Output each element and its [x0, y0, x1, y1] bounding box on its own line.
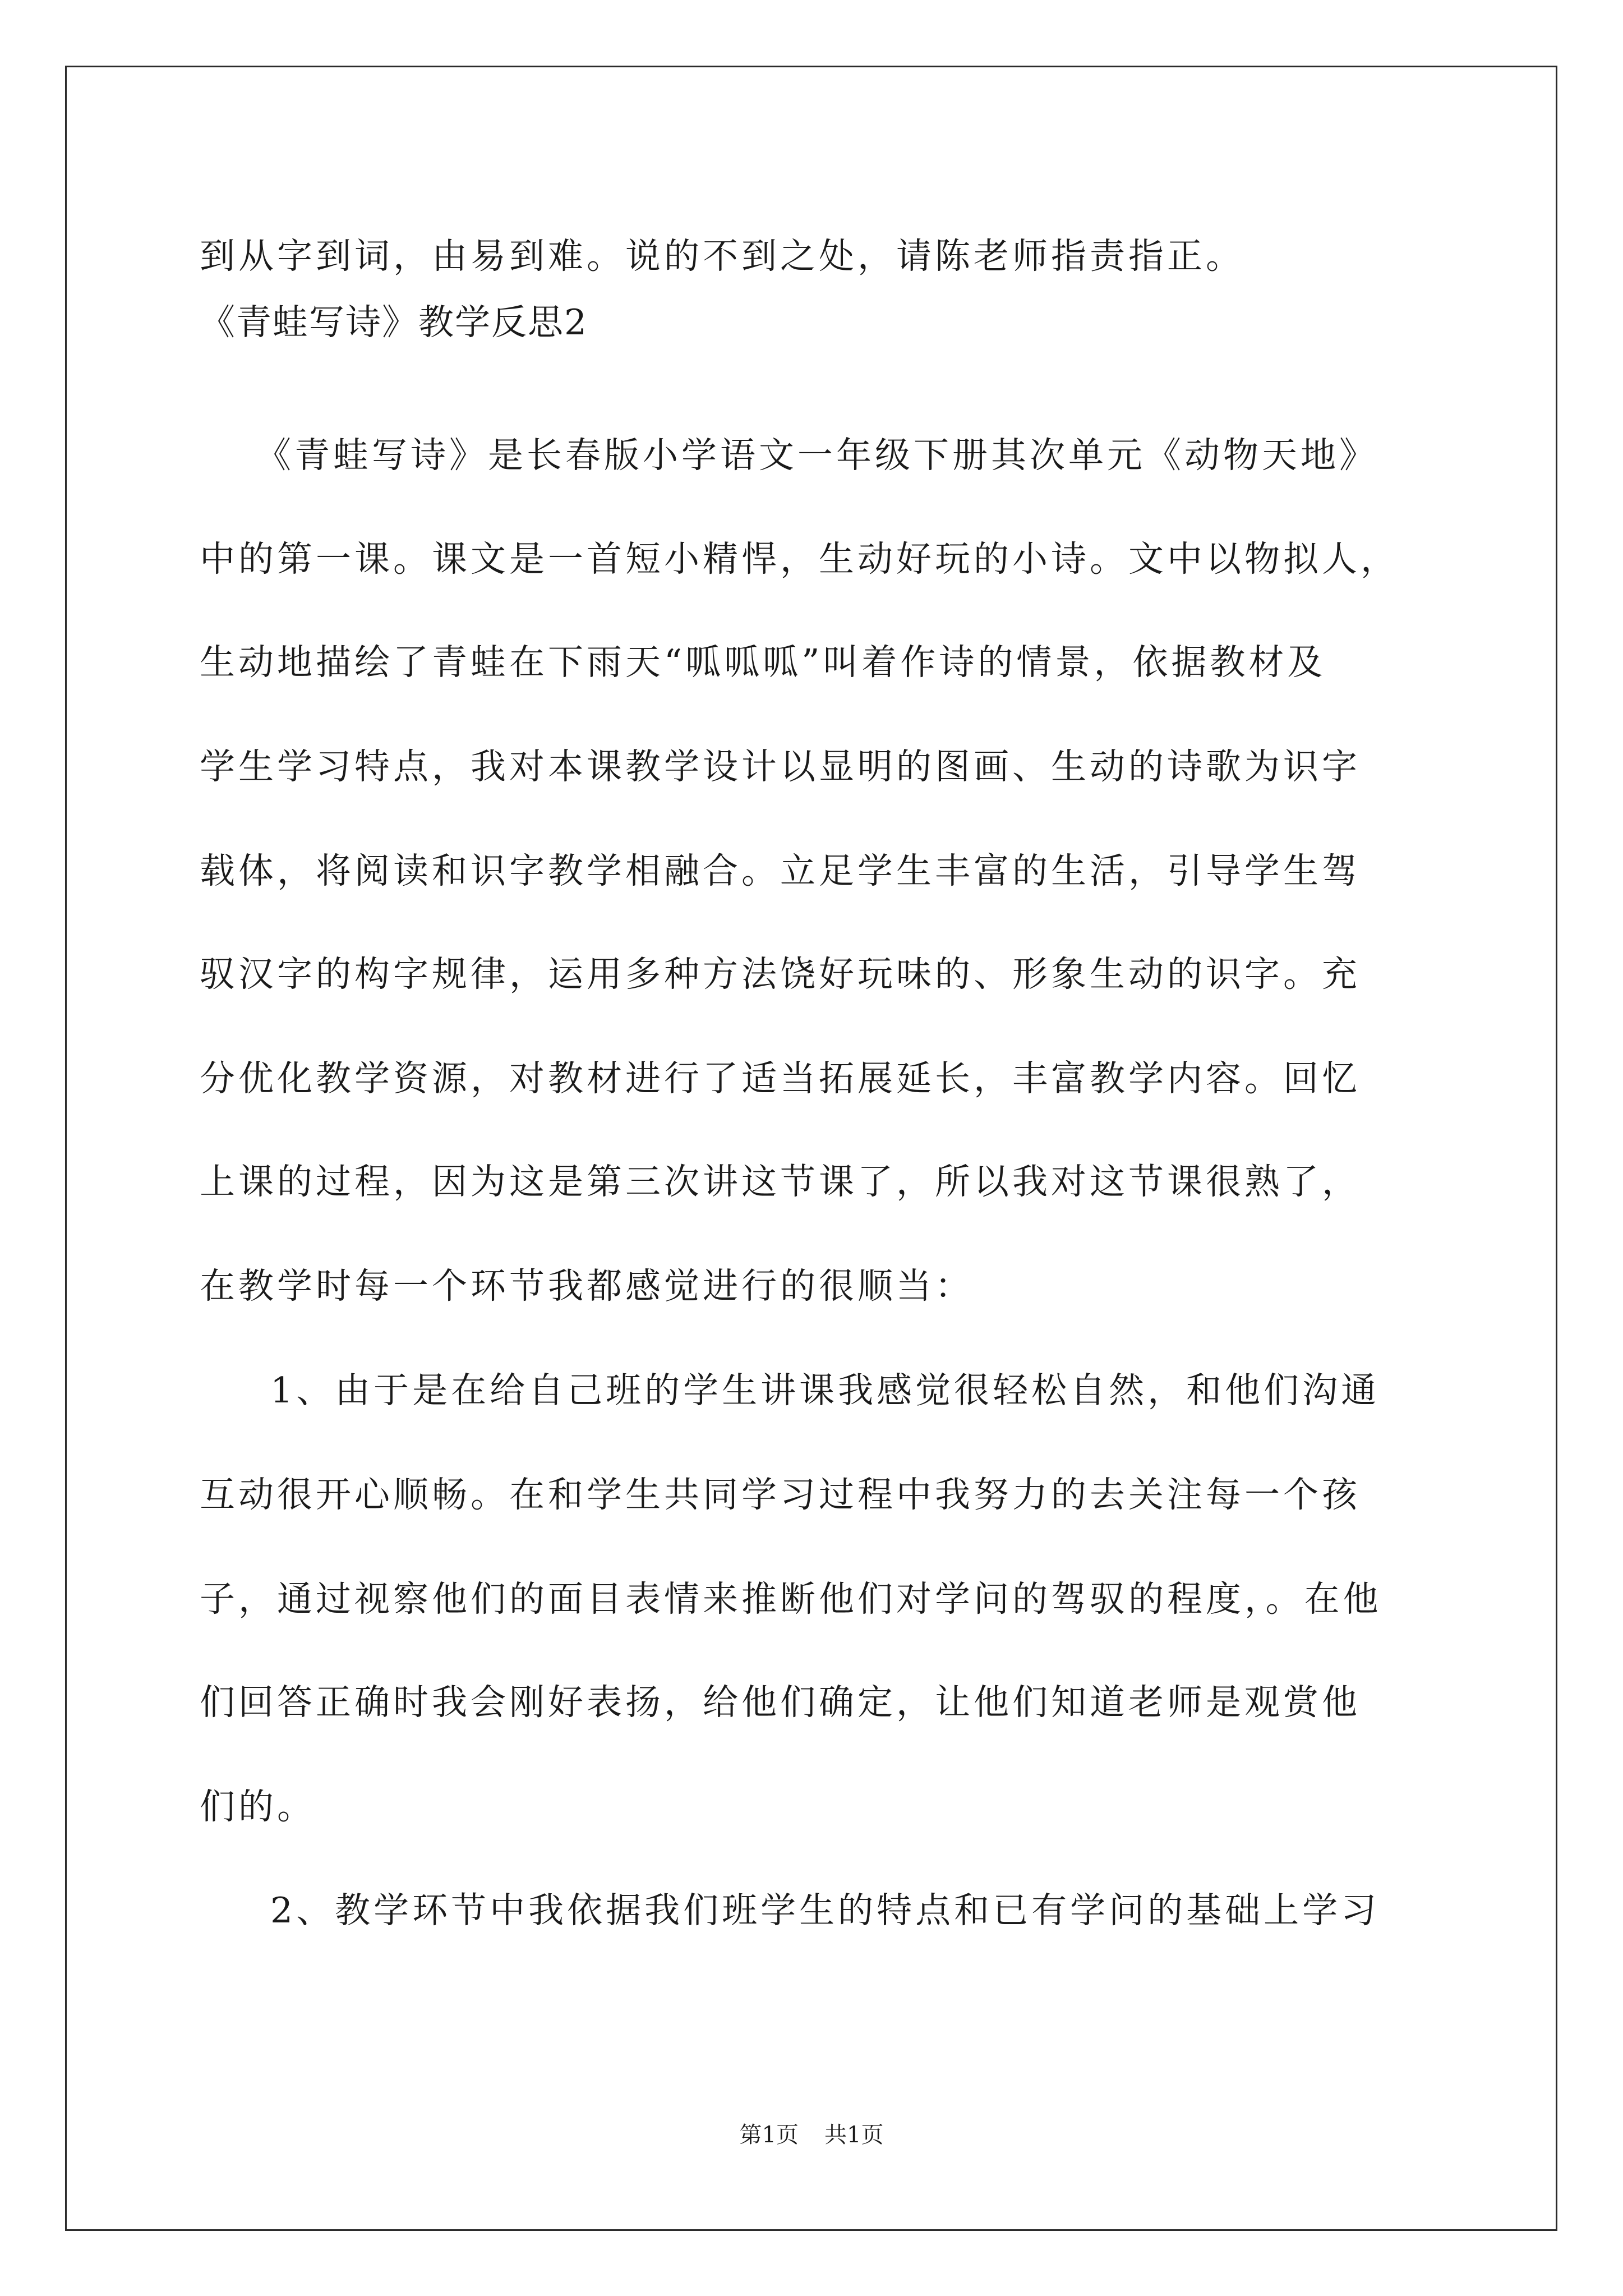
paragraph-line: 分优化教学资源，对教材进行了适当拓展延长，丰富教学内容。回忆 — [200, 1058, 1361, 1099]
paragraph-line: 上课的过程，因为这是第三次讲这节课了，所以我对这节课很熟了， — [200, 1161, 1361, 1202]
paragraph-line: 《青蛙写诗》是长春版小学语文一年级下册其次单元《动物天地》 — [256, 435, 1378, 476]
paragraph-line: 生动地描绘了青蛙在下雨天“呱呱呱”叫着作诗的情景，依据教材及 — [200, 642, 1326, 683]
page-footer — [0, 2119, 1623, 2151]
paragraph-line: 中的第一课。课文是一首短小精悍，生动好玩的小诗。文中以物拟人， — [200, 539, 1399, 579]
paragraph-line: 在教学时每一个环节我都感觉进行的很顺当： — [200, 1266, 974, 1306]
paragraph-line: 载体，将阅读和识字教学相融合。立足学生丰富的生活，引导学生驾 — [200, 850, 1361, 891]
paragraph-line: 学生学习特点，我对本课教学设计以显明的图画、生动的诗歌为识字 — [200, 746, 1361, 787]
paragraph-line: 互动很开心顺畅。在和学生共同学习过程中我努力的去关注每一个孩 — [200, 1474, 1361, 1515]
page-total: 共1页 — [824, 2122, 884, 2148]
paragraph-line: 到从字到词，由易到难。说的不到之处，请陈老师指责指正。 — [200, 236, 1244, 277]
page-number: 第1页 — [739, 2122, 799, 2148]
paragraph-line: 驭汉字的构字规律，运用多种方法饶好玩味的、形象生动的识字。充 — [200, 954, 1361, 995]
paragraph-line: 1、由于是在给自己班的学生讲课我感觉很轻松自然，和他们沟通 — [270, 1370, 1380, 1411]
paragraph-line: 们回答正确时我会刚好表扬，给他们确定，让他们知道老师是观赏他 — [200, 1682, 1361, 1723]
paragraph-line: 们的。 — [200, 1786, 316, 1827]
paragraph-line: 子，通过视察他们的面目表情来推断他们对学问的驾驭的程度，。在他 — [200, 1579, 1382, 1619]
section-heading: 《青蛙写诗》教学反思2 — [200, 302, 588, 343]
paragraph-line: 2、教学环节中我依据我们班学生的特点和已有学问的基础上学习 — [270, 1890, 1380, 1931]
